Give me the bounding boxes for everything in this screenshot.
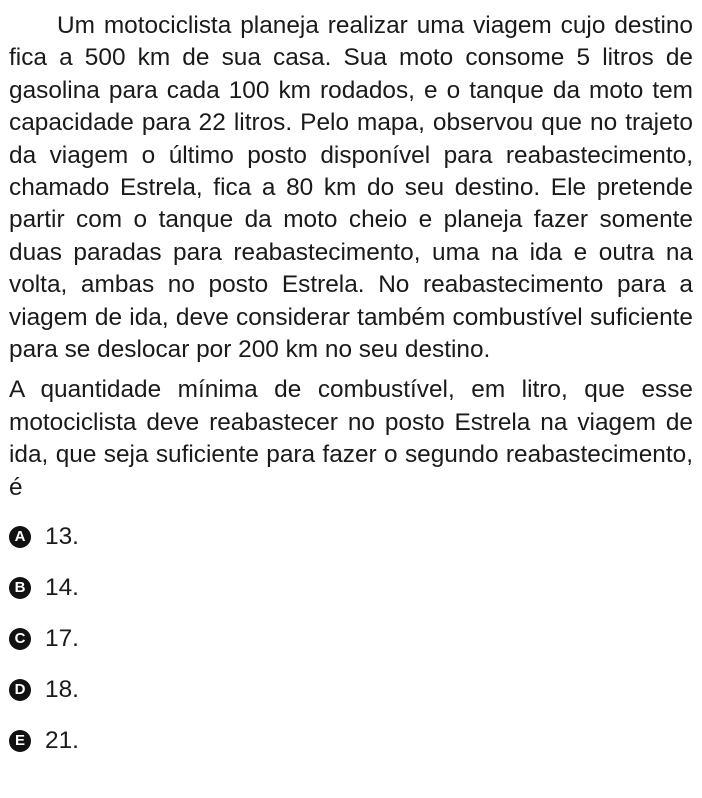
option-b-text: 14. bbox=[45, 573, 79, 601]
option-c-letter-badge: C bbox=[9, 628, 31, 650]
question-prompt: A quantidade mínima de combustível, em litro, que esse motociclista deve reabastecer no posto Estrela na viagem de ida, que seja suficiente para fazer o segundo reabastecimento, é bbox=[9, 376, 693, 501]
option-e-letter-badge: E bbox=[9, 730, 31, 752]
option-d[interactable] bbox=[9, 677, 693, 703]
answer-options bbox=[9, 524, 693, 754]
option-e[interactable] bbox=[9, 728, 693, 754]
option-a-letter-badge: A bbox=[9, 526, 31, 548]
option-c-text: 17. bbox=[45, 624, 79, 652]
option-a[interactable] bbox=[9, 524, 693, 550]
question-block bbox=[9, 10, 693, 779]
option-e-text: 21. bbox=[45, 726, 79, 754]
option-c[interactable] bbox=[9, 626, 693, 652]
option-b[interactable] bbox=[9, 575, 693, 601]
option-d-letter-badge: D bbox=[9, 679, 31, 701]
question-statement: Um motociclista planeja realizar uma viagem cujo destino fica a 500 km de sua casa. Sua moto consome 5 litros de gasolina para cada 100 km rodados, e o tanque da moto tem capacidade para 22 litros. Pelo mapa, observou que no trajeto da viagem o último posto disponível para reabastecimento, chamado Estrela, fica a 80 km do seu destino. Ele pretende partir com o tanque da moto cheio e planeja fazer somente duas paradas para reabastecimento, uma na ida e outra na volta, ambas no posto Estrela. No reabastecimento para a viagem de ida, deve considerar também combustível suficiente para se deslocar por 200 km no seu destino. bbox=[9, 12, 693, 364]
option-b-letter-badge: B bbox=[9, 577, 31, 599]
option-a-text: 13. bbox=[45, 522, 79, 550]
option-d-text: 18. bbox=[45, 675, 79, 703]
